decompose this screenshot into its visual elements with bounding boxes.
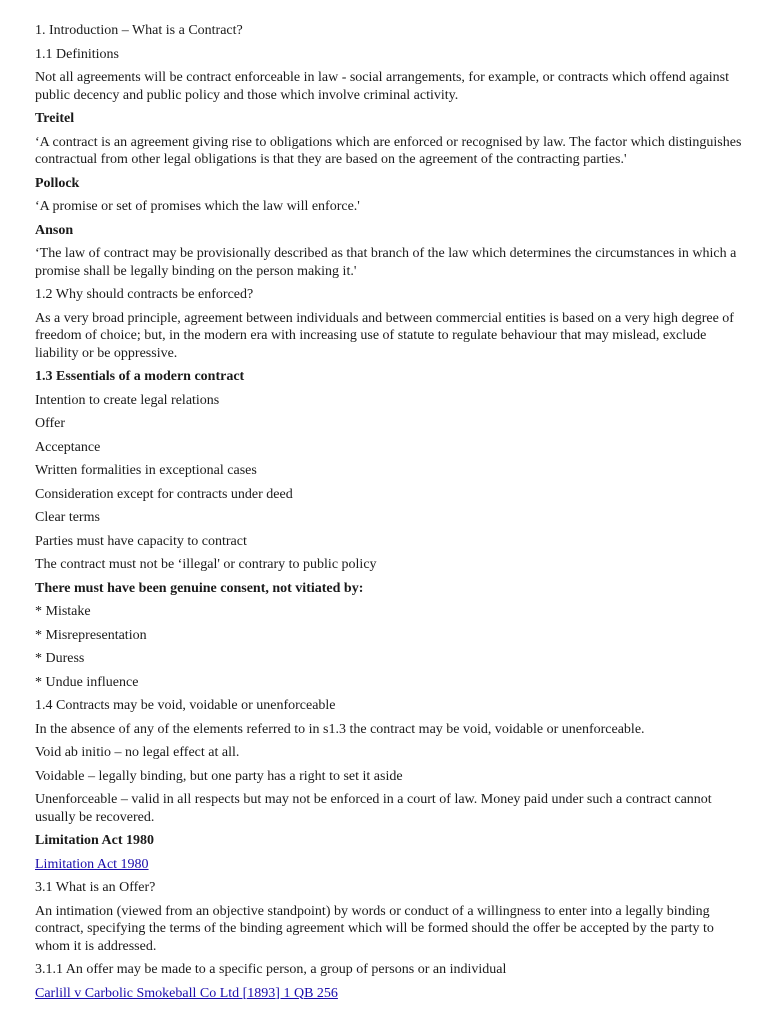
paragraph-absence-elements: In the absence of any of the elements referred to in s1.3 the contract may be void, voidable or unenforceable. bbox=[35, 721, 645, 737]
paragraph-broad-principle: As a very broad principle, agreement between individuals and between commercial entities is based on a very high degree of freedom of choice; but, in the modern era with increasing use of statute to regulate behaviour that may mislead, exclude liability or be oppressive. bbox=[35, 310, 734, 361]
author-anson: Anson bbox=[35, 222, 74, 238]
list-item: Offer bbox=[35, 416, 66, 431]
limitation-act-link[interactable]: Limitation Act 1980 bbox=[35, 856, 149, 872]
list-item: * Mistake bbox=[35, 604, 91, 619]
link-paragraph bbox=[35, 985, 748, 1003]
paragraph-unenforceable: Unenforceable – valid in all respects but may not be enforced in a court of law. Money paid under such a contract cannot usually be recovered. bbox=[35, 792, 712, 825]
heading-what-is-offer: 3.1 What is an Offer? bbox=[35, 880, 156, 895]
quote-pollock: ‘A promise or set of promises which the law will enforce.' bbox=[35, 199, 360, 214]
list-item: * Undue influence bbox=[35, 674, 139, 690]
paragraph-voidable: Voidable – legally binding, but one party has a right to set it aside bbox=[35, 768, 403, 784]
list-item: The contract must not be ‘illegal' or contrary to public policy bbox=[35, 557, 377, 572]
quote-anson: ‘The law of contract may be provisionally described as that branch of the law which determines the circumstances in which a promise shall be legally binding on the person making it.' bbox=[35, 246, 737, 279]
heading-void-voidable: 1.4 Contracts may be void, voidable or unenforceable bbox=[35, 698, 336, 713]
list-item: Written formalities in exceptional cases bbox=[35, 463, 257, 478]
heading-introduction: 1. Introduction – What is a Contract? bbox=[35, 23, 243, 38]
author-pollock: Pollock bbox=[35, 175, 80, 191]
heading-definitions: 1.1 Definitions bbox=[35, 46, 119, 62]
heading-why-enforced: 1.2 Why should contracts be enforced? bbox=[35, 287, 254, 302]
list-item: Acceptance bbox=[35, 439, 101, 455]
paragraph-agreements: Not all agreements will be contract enforceable in law - social arrangements, for example, or contracts which offend against public decency and public policy and those which involve criminal activity. bbox=[35, 70, 730, 103]
link-paragraph bbox=[35, 856, 748, 874]
list-item: Parties must have capacity to contract bbox=[35, 533, 247, 549]
carlill-case-link[interactable]: Carlill v Carbolic Smokeball Co Ltd [1893] 1 QB 256 bbox=[35, 985, 338, 1001]
heading-essentials: 1.3 Essentials of a modern contract bbox=[35, 369, 245, 384]
heading-genuine-consent: There must have been genuine consent, not vitiated by: bbox=[35, 580, 364, 596]
list-item: * Duress bbox=[35, 651, 85, 666]
heading-limitation-act: Limitation Act 1980 bbox=[35, 833, 154, 848]
list-item: Consideration except for contracts under deed bbox=[35, 486, 293, 502]
paragraph-offer-definition: An intimation (viewed from an objective standpoint) by words or conduct of a willingness to enter into a legally binding contract, specifying the terms of the binding agreement which will be formed should the offer be accepted by the party to whom it is addressed. bbox=[35, 903, 714, 954]
list-item: * Misrepresentation bbox=[35, 627, 147, 643]
quote-treitel: ‘A contract is an agreement giving rise to obligations which are enforced or recognised by law. The factor which distinguishes contractual from other legal obligations is that they are based on the agreement of the contracting parties.' bbox=[35, 134, 742, 167]
list-item: Intention to create legal relations bbox=[35, 392, 220, 408]
heading-offer-persons: 3.1.1 An offer may be made to a specific person, a group of persons or an individual bbox=[35, 962, 507, 977]
author-treitel: Treitel bbox=[35, 111, 75, 126]
list-item: Clear terms bbox=[35, 510, 100, 525]
paragraph-void: Void ab initio – no legal effect at all. bbox=[35, 745, 240, 760]
